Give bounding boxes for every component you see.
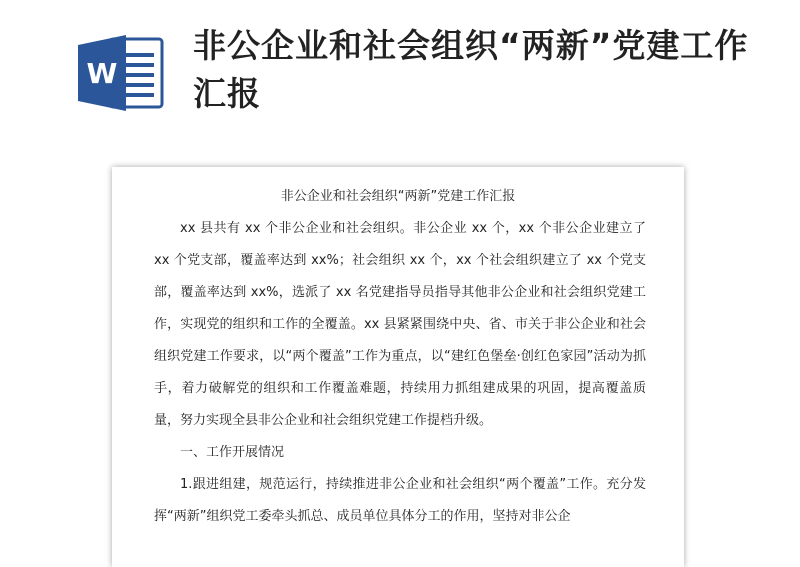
word-icon <box>76 33 166 113</box>
word-icon-letter: W <box>86 57 118 90</box>
paragraph: xx 县共有 xx 个非公企业和社会组织。非公企业 xx 个，xx 个非公企业建立了 xx 个党支部，覆盖率达到 xx%；社会组织 xx 个，xx 个社会组织建立了 xx 个党支部，覆盖率达到 xx%，选派了 xx 名党建指导员指导其他非公企业和社会组织党建工作，实现党的组织和工作的全覆盖。xx 县紧紧围绕中央、省、市关于非公企业和社会组织党建工作要求，以“两个覆盖”工作为重点，以“建红色堡垒·创红色家园”活动为抓手，着力破解党的组织和工作覆盖难题，持续用力抓组建成果的巩固，提高覆盖质量，努力实现全县非公企业和社会组织党建工作提档升级。 <box>154 221 646 428</box>
document-body <box>154 213 646 533</box>
section-heading: 一、工作开展情况 <box>180 445 285 460</box>
document-page <box>112 167 684 567</box>
page-title: 非公企业和社会组织“两新”党建工作汇报 <box>193 26 749 113</box>
document-title: 非公企业和社会组织“两新”党建工作汇报 <box>280 189 516 204</box>
header <box>0 0 800 170</box>
paragraph: 1.跟进组建，规范运行，持续推进非公企业和社会组织“两个覆盖”工作。充分发挥“两新”组织党工委牵头抓总、成员单位具体分工的作用，坚持对非公企 <box>154 477 646 524</box>
